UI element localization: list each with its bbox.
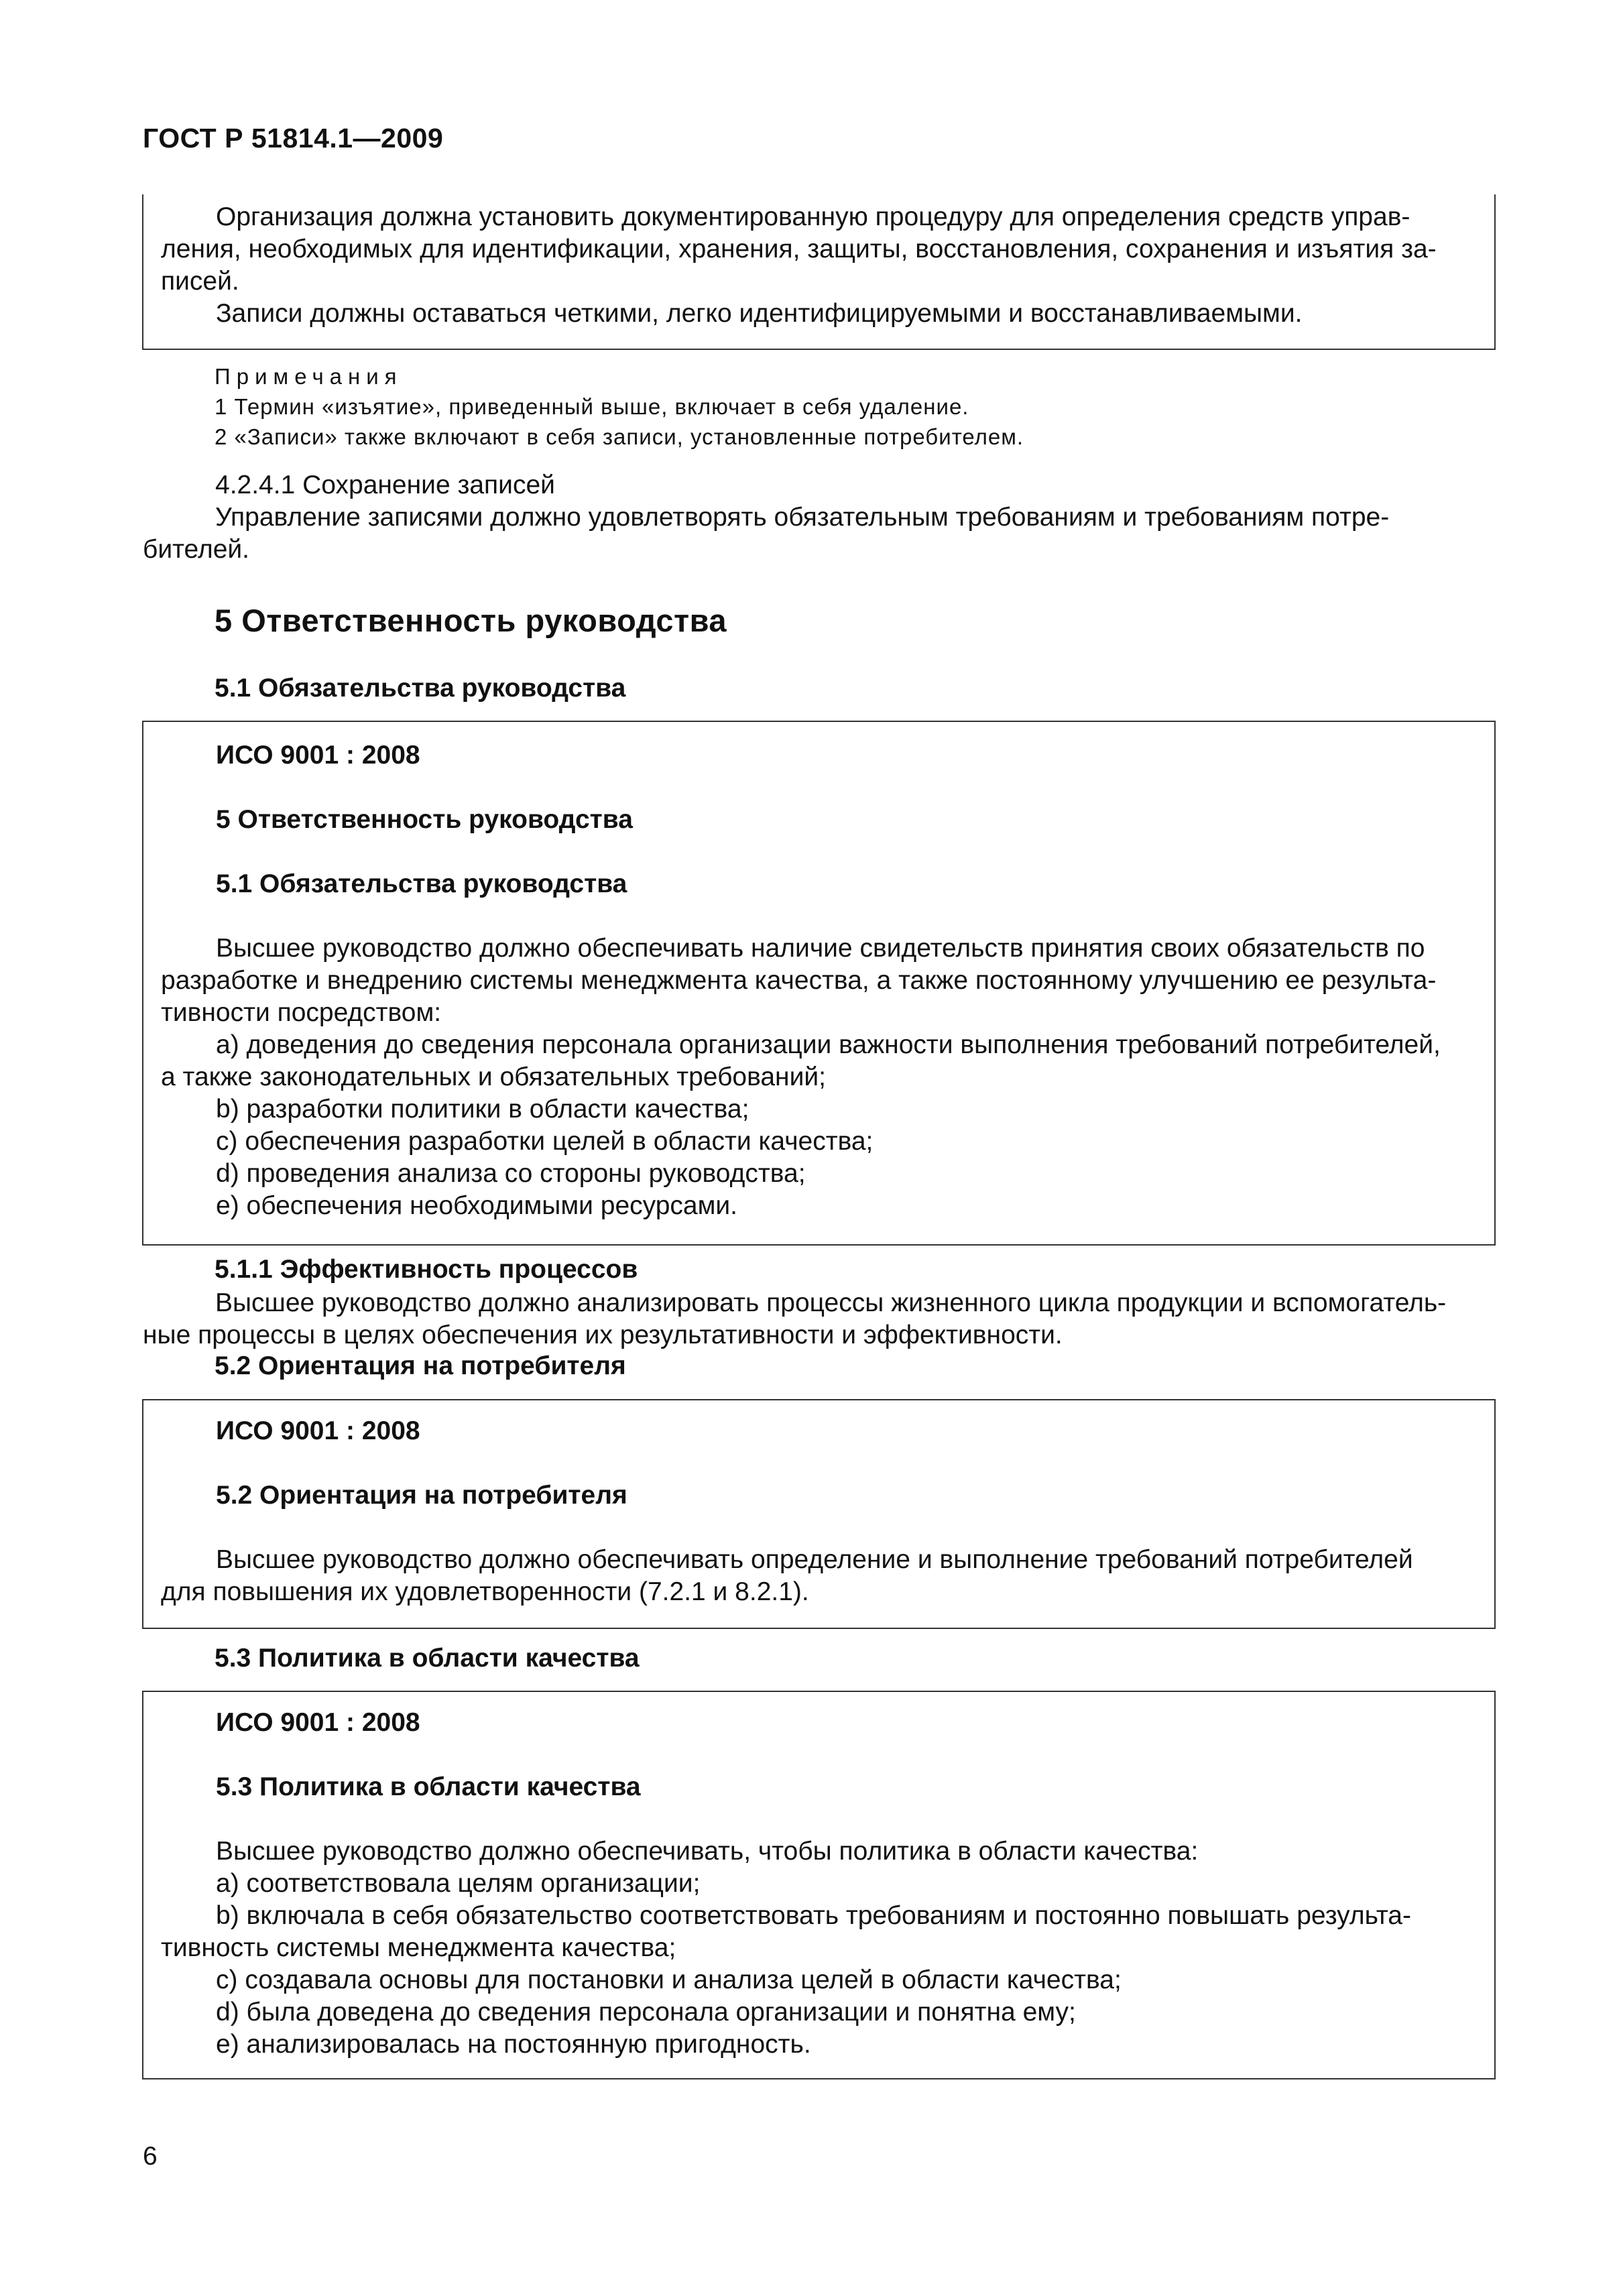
notes-title: Примечания [215,364,403,389]
clause-51-title: 5.1 Обязательства руководства [215,674,626,703]
list-item-e: e) обеспечения необходимыми ресурсами. [216,1191,738,1220]
box-standard-ref: ИСО 9001 : 2008 [216,1708,420,1737]
box-paragraph-line: Записи должны оставаться четкими, легко идентифицируемыми и восстанавливаемыми. [216,299,1303,328]
box-paragraph-line: для повышения их удовлетворенности (7.2.1 и 8.2.1). [161,1577,809,1606]
box-paragraph-line: Высшее руководство должно обеспечивать наличие свидетельств принятия своих обязательств по [216,934,1425,963]
clause-4241-text: Управление записями должно удовлетворять обязательным требованиям и требованиям потре- [215,503,1390,532]
note-2: 2 «Записи» также включают в себя записи, установленные потребителем. [215,424,1024,449]
page-number: 6 [143,2142,158,2171]
iso-quote-box-51 [142,721,1496,1246]
list-item-c: c) создавала основы для постановки и анализа целей в области качества; [216,1966,1122,1994]
list-item-d: d) проведения анализа со стороны руководства; [216,1159,806,1188]
note-1: 1 Термин «изъятие», приведенный выше, включает в себя удаление. [215,394,969,419]
list-item-c: c) обеспечения разработки целей в области качества; [216,1127,874,1156]
box-paragraph-line: Высшее руководство должно обеспечивать определение и выполнение требований потребителей [216,1545,1413,1574]
list-item-e: e) анализировалась на постоянную пригодность. [216,2030,811,2059]
clause-4241-text-cont: бителей. [143,535,250,564]
box-paragraph-line: разработке и внедрению системы менеджмента качества, а также постоянному улучшению ее результа- [161,966,1437,995]
clause-511-title: 5.1.1 Эффективность процессов [215,1255,638,1284]
iso-quote-box-records [142,194,1496,350]
list-item-a-cont: а также законодательных и обязательных требований; [161,1063,827,1091]
box-heading-53: 5.3 Политика в области качества [216,1772,641,1801]
list-item-b-cont: тивность системы менеджмента качества; [161,1933,676,1962]
clause-511-text: Высшее руководство должно анализировать процессы жизненного цикла продукции и вспомогатель- [215,1288,1447,1317]
clause-511-text-cont: ные процессы в целях обеспечения их результативности и эффективности. [143,1321,1063,1349]
box-paragraph-line: Высшее руководство должно обеспечивать, чтобы политика в области качества: [216,1837,1199,1866]
list-item-a: а) доведения до сведения персонала организации важности выполнения требований потребителей, [216,1030,1441,1059]
box-paragraph-line: ления, необходимых для идентификации, хранения, защиты, восстановления, сохранения и изъятия за- [161,235,1437,263]
box-heading-52: 5.2 Ориентация на потребителя [216,1481,627,1510]
list-item-b: b) включала в себя обязательство соответствовать требованиям и постоянно повышать результа- [216,1901,1411,1930]
box-paragraph-line: писей. [161,267,239,296]
document-code: ГОСТ Р 51814.1—2009 [143,123,444,154]
box-paragraph-line: Организация должна установить документированную процедуру для определения средств управ- [216,202,1410,231]
clause-53-title: 5.3 Политика в области качества [215,1644,640,1673]
iso-quote-box-52 [142,1399,1496,1629]
iso-quote-box-53 [142,1691,1496,2079]
section-5-title: 5 Ответственность руководства [215,603,727,638]
box-standard-ref: ИСО 9001 : 2008 [216,741,420,770]
list-item-a: a) соответствовала целям организации; [216,1869,701,1898]
box-standard-ref: ИСО 9001 : 2008 [216,1416,420,1445]
clause-4241-title: 4.2.4.1 Сохранение записей [215,471,555,499]
list-item-b: b) разработки политики в области качества; [216,1095,749,1124]
box-heading-51: 5.1 Обязательства руководства [216,869,627,898]
list-item-d: d) была доведена до сведения персонала организации и понятна ему; [216,1998,1076,2027]
box-paragraph-line: тивности посредством: [161,998,442,1027]
box-heading-5: 5 Ответственность руководства [216,805,633,834]
clause-52-title: 5.2 Ориентация на потребителя [215,1351,626,1380]
